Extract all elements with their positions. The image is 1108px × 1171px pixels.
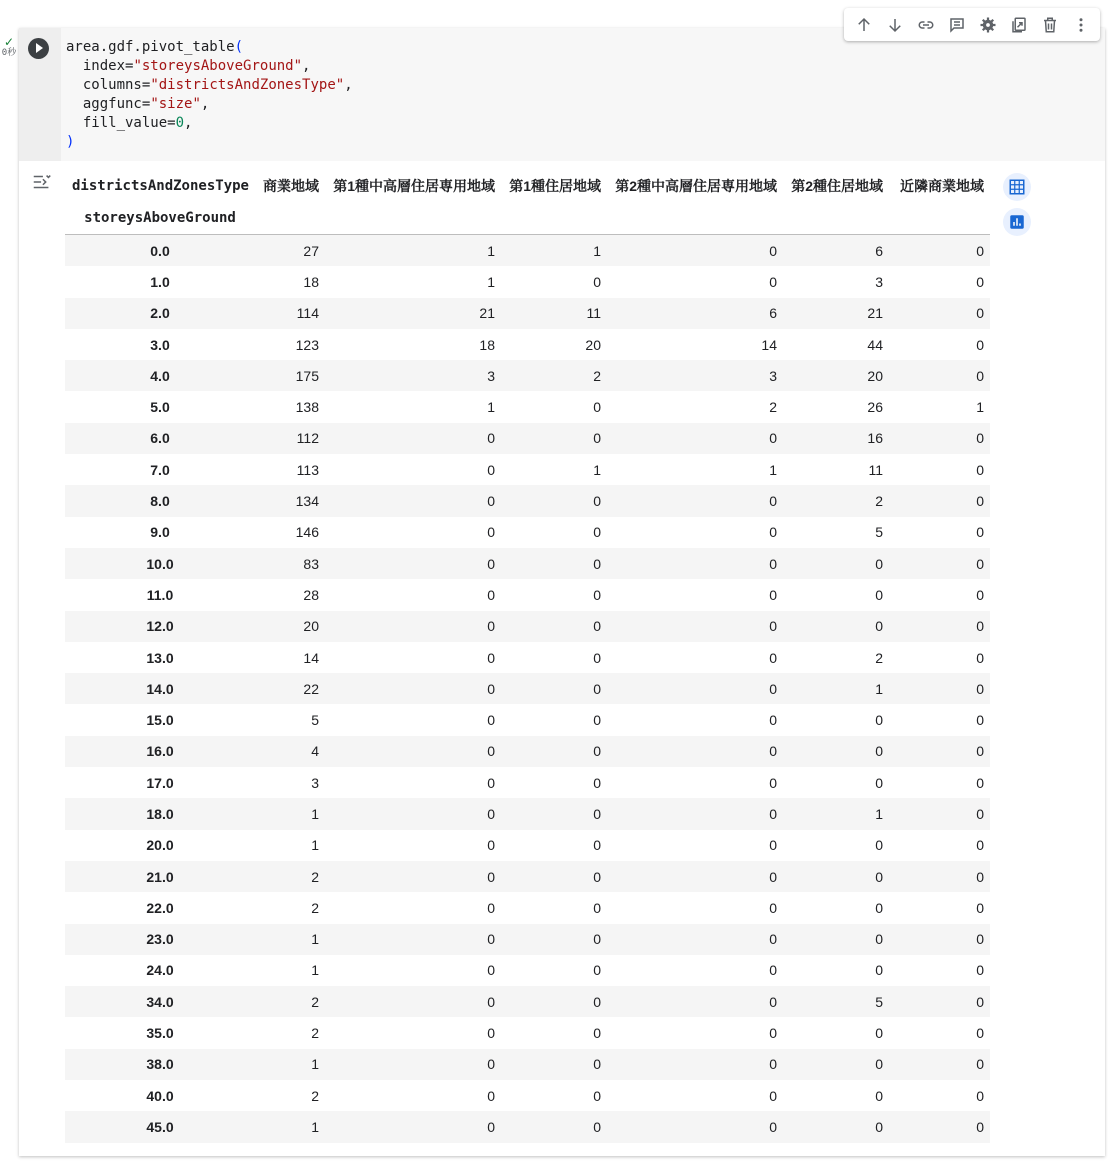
table-row [65, 1111, 990, 1142]
table-cell: 20 [867, 367, 883, 384]
table-cell: 21 [479, 305, 495, 322]
table-cell: 138 [295, 399, 319, 416]
table-cell: 0 [593, 774, 601, 791]
table-cell: 0 [875, 962, 883, 979]
table-cell: 0 [593, 743, 601, 760]
table-cell: 22 [303, 680, 319, 697]
table-cell: 5 [875, 993, 883, 1010]
table-cell: 3 [875, 273, 883, 290]
table-cell: 2 [311, 1025, 319, 1042]
table-cell: 0 [769, 899, 777, 916]
success-check-icon: ✓ [3, 35, 15, 49]
table-cell: 27 [303, 242, 319, 259]
cell-gutter [19, 28, 61, 161]
column-header: 商業地域 [263, 178, 319, 194]
table-row [65, 235, 990, 267]
table-cell: 0 [769, 962, 777, 979]
row-index: 21.0 [146, 868, 174, 885]
table-cell: 0 [976, 805, 984, 822]
table-cell: 0 [976, 962, 984, 979]
table-row [65, 1080, 990, 1111]
code-arg-key: columns [82, 77, 142, 93]
table-cell: 1 [311, 837, 319, 854]
table-cell: 0 [487, 868, 495, 885]
index-name-header: storeysAboveGround [84, 210, 236, 226]
table-cell: 0 [593, 399, 601, 416]
cell-toolbar [844, 8, 1100, 41]
table-cell: 2 [769, 399, 777, 416]
execution-status [0, 36, 18, 58]
empty-header [889, 202, 990, 235]
table-cell: 2 [311, 1087, 319, 1104]
run-cell-button[interactable] [28, 38, 49, 59]
suggest-charts-icon [1008, 213, 1026, 231]
code-close-paren: ) [66, 134, 75, 150]
table-cell: 0 [976, 680, 984, 697]
table-cell: 0 [593, 430, 601, 447]
row-index: 40.0 [146, 1087, 174, 1104]
suggest-charts-button[interactable] [1003, 208, 1031, 236]
code-text[interactable]: area.gdf.pivot_table( index="storeysAboveGround", columns="districtsAndZonesType", aggfunc="size", fill_value=0, ) [66, 39, 353, 150]
empty-header [783, 202, 889, 235]
table-cell: 0 [769, 993, 777, 1010]
code-arg-key: index [82, 58, 126, 74]
row-index: 18.0 [146, 805, 174, 822]
table-cell: 0 [593, 1118, 601, 1135]
table-cell: 2 [311, 993, 319, 1010]
table-cell: 0 [769, 680, 777, 697]
table-row [65, 798, 990, 829]
table-row [65, 1017, 990, 1048]
table-cell: 0 [487, 493, 495, 510]
table-cell: 0 [487, 712, 495, 729]
table-cell: 0 [875, 586, 883, 603]
table-cell: 0 [593, 931, 601, 948]
table-cell: 2 [311, 868, 319, 885]
table-row [65, 579, 990, 610]
empty-header [607, 202, 783, 235]
table-row [65, 360, 990, 391]
table-cell: 0 [875, 1025, 883, 1042]
row-index: 1.0 [150, 273, 170, 290]
table-cell: 0 [769, 555, 777, 572]
table-row [65, 892, 990, 923]
table-cell: 0 [769, 743, 777, 760]
table-cell: 0 [769, 493, 777, 510]
table-cell: 0 [769, 837, 777, 854]
table-cell: 0 [976, 461, 984, 478]
table-cell: 0 [769, 931, 777, 948]
table-cell: 0 [487, 680, 495, 697]
row-index: 7.0 [150, 461, 170, 478]
code-arg-key: fill_value [82, 115, 168, 131]
table-cell: 0 [976, 899, 984, 916]
row-index: 20.0 [146, 837, 174, 854]
table-row [65, 642, 990, 673]
table-cell: 0 [875, 868, 883, 885]
table-cell: 146 [295, 524, 319, 541]
column-header: 第2種住居地域 [791, 178, 883, 194]
row-index: 5.0 [150, 399, 170, 416]
table-cell: 0 [769, 1056, 777, 1073]
empty-header [501, 202, 607, 235]
table-row [65, 485, 990, 516]
table-row [65, 704, 990, 735]
table-cell: 0 [875, 618, 883, 635]
more-icon [1072, 16, 1090, 34]
table-cell: 1 [311, 1118, 319, 1135]
table-cell: 14 [761, 336, 777, 353]
table-cell: 2 [311, 899, 319, 916]
row-index: 23.0 [146, 931, 174, 948]
empty-header [325, 202, 501, 235]
table-cell: 0 [769, 430, 777, 447]
table-cell: 0 [875, 899, 883, 916]
table-header-row [65, 170, 990, 202]
table-cell: 0 [769, 524, 777, 541]
table-cell: 0 [976, 555, 984, 572]
row-index: 38.0 [146, 1056, 174, 1073]
index-header-row [65, 202, 990, 235]
table-cell: 0 [875, 743, 883, 760]
table-cell: 28 [303, 586, 319, 603]
table-cell: 0 [487, 805, 495, 822]
table-cell: 114 [296, 305, 319, 322]
table-cell: 0 [487, 837, 495, 854]
table-cell: 1 [593, 461, 601, 478]
table-cell: 0 [593, 586, 601, 603]
table-cell: 44 [867, 336, 883, 353]
table-cell: 0 [769, 273, 777, 290]
table-cell: 0 [769, 712, 777, 729]
table-row [65, 830, 990, 861]
delete-cell-button[interactable] [1038, 13, 1062, 37]
table-cell: 0 [487, 461, 495, 478]
row-index: 45.0 [146, 1118, 174, 1135]
table-cell: 0 [487, 586, 495, 603]
table-cell: 0 [593, 868, 601, 885]
table-cell: 0 [487, 743, 495, 760]
table-cell: 21 [867, 305, 883, 322]
table-cell: 20 [585, 336, 601, 353]
table-cell: 0 [769, 868, 777, 885]
copy-link-button[interactable] [914, 13, 938, 37]
execution-time: 0秒 [1, 48, 17, 58]
table-cell: 3 [487, 367, 495, 384]
table-cell: 0 [487, 555, 495, 572]
table-row [65, 736, 990, 767]
row-index: 11.0 [146, 586, 174, 603]
table-cell: 0 [769, 805, 777, 822]
table-cell: 0 [875, 1087, 883, 1104]
table-row [65, 329, 990, 360]
table-cell: 0 [487, 1118, 495, 1135]
table-cell: 0 [976, 837, 984, 854]
table-cell: 1 [311, 962, 319, 979]
table-cell: 0 [593, 712, 601, 729]
table-cell: 0 [593, 993, 601, 1010]
empty-header [255, 202, 325, 235]
row-index: 34.0 [146, 993, 174, 1010]
more-actions-button[interactable] [1069, 13, 1093, 37]
row-index: 16.0 [146, 743, 174, 760]
table-cell: 0 [976, 305, 984, 322]
code-call: area.gdf.pivot_table [66, 39, 235, 55]
table-cell: 0 [976, 1056, 984, 1073]
table-cell: 1 [769, 461, 777, 478]
table-cell: 1 [487, 242, 495, 259]
table-cell: 0 [487, 1025, 495, 1042]
row-index: 2.0 [150, 305, 170, 322]
table-cell: 0 [976, 993, 984, 1010]
row-index: 8.0 [150, 493, 170, 510]
table-cell: 3 [769, 367, 777, 384]
table-cell: 11 [586, 305, 601, 322]
settings-icon [979, 16, 997, 34]
code-editor[interactable] [19, 28, 1105, 161]
table-row [65, 955, 990, 986]
table-row [65, 767, 990, 798]
row-index: 10.0 [146, 555, 174, 572]
code-arg-key: aggfunc [82, 96, 142, 112]
output-filter-icon [31, 171, 53, 193]
table-cell: 0 [593, 1087, 601, 1104]
table-cell: 0 [976, 273, 984, 290]
row-index: 3.0 [150, 336, 170, 353]
table-cell: 0 [976, 618, 984, 635]
row-index: 24.0 [146, 962, 174, 979]
column-header: 第2種中高層住居専用地域 [615, 178, 777, 194]
table-cell: 2 [875, 649, 883, 666]
row-index: 13.0 [146, 649, 174, 666]
table-row [65, 1049, 990, 1080]
table-cell: 0 [976, 712, 984, 729]
table-cell: 0 [875, 774, 883, 791]
table-cell: 0 [487, 962, 495, 979]
column-header: 第1種中高層住居専用地域 [333, 178, 495, 194]
row-index: 17.0 [146, 774, 174, 791]
column-header: 近隣商業地域 [900, 178, 984, 194]
table-cell: 175 [295, 367, 319, 384]
table-cell: 1 [976, 399, 984, 416]
table-cell: 1 [875, 805, 883, 822]
table-cell: 0 [487, 618, 495, 635]
convert-to-interactive-table-button[interactable] [1003, 173, 1031, 201]
table-cell: 134 [295, 493, 319, 510]
code-arg-value: "storeysAboveGround" [133, 58, 303, 74]
table-cell: 0 [976, 1118, 984, 1135]
table-cell: 26 [867, 399, 883, 416]
table-cell: 0 [769, 242, 777, 259]
table-cell: 0 [769, 1118, 777, 1135]
table-cell: 0 [976, 1087, 984, 1104]
row-index: 15.0 [146, 712, 174, 729]
table-cell: 83 [303, 555, 319, 572]
table-body [65, 235, 990, 1143]
row-index: 0.0 [150, 242, 170, 259]
table-row [65, 423, 990, 454]
row-index: 6.0 [150, 430, 170, 447]
table-cell: 0 [487, 1056, 495, 1073]
table-cell: 0 [487, 1087, 495, 1104]
table-row [65, 454, 990, 485]
table-cell: 0 [976, 493, 984, 510]
row-index: 9.0 [150, 524, 170, 541]
table-cell: 1 [487, 399, 495, 416]
table-cell: 0 [593, 899, 601, 916]
table-cell: 0 [976, 586, 984, 603]
table-cell: 0 [976, 1025, 984, 1042]
table-cell: 0 [976, 524, 984, 541]
table-cell: 0 [976, 336, 984, 353]
table-cell: 5 [875, 524, 883, 541]
table-row [65, 391, 990, 422]
table-cell: 0 [487, 649, 495, 666]
table-row [65, 924, 990, 955]
comment-icon [948, 16, 966, 34]
delete-icon [1041, 16, 1059, 34]
table-cell: 0 [769, 774, 777, 791]
table-cell: 18 [479, 336, 495, 353]
table-cell: 0 [976, 430, 984, 447]
row-index: 35.0 [146, 1025, 174, 1042]
move-down-icon [886, 16, 904, 34]
table-cell: 0 [487, 931, 495, 948]
column-header: 第1種住居地域 [509, 178, 601, 194]
table-cell: 0 [769, 586, 777, 603]
table-cell: 1 [311, 805, 319, 822]
code-arg-value: "size" [150, 96, 201, 112]
table-cell: 0 [487, 430, 495, 447]
table-cell: 0 [593, 1056, 601, 1073]
table-cell: 0 [593, 524, 601, 541]
table-cell: 1 [875, 680, 883, 697]
table-cell: 20 [303, 618, 319, 635]
cell-settings-button[interactable] [976, 13, 1000, 37]
table-row [65, 298, 990, 329]
mirror-cell-button[interactable] [1007, 13, 1031, 37]
table-cell: 2 [593, 367, 601, 384]
table-cell: 0 [487, 524, 495, 541]
table-cell: 0 [976, 931, 984, 948]
table-cell: 0 [593, 618, 601, 635]
table-cell: 18 [303, 273, 319, 290]
table-row [65, 986, 990, 1017]
table-cell: 113 [296, 461, 319, 478]
table-cell: 1 [593, 242, 601, 259]
pivot-table-output [65, 170, 990, 1143]
table-row [65, 673, 990, 704]
table-cell: 0 [487, 774, 495, 791]
table-cell: 0 [976, 242, 984, 259]
table-cell: 1 [487, 273, 495, 290]
table-cell: 14 [303, 649, 319, 666]
table-cell: 6 [875, 242, 883, 259]
table-row [65, 548, 990, 579]
table-row [65, 611, 990, 642]
table-cell: 0 [976, 774, 984, 791]
move-cell-up-button[interactable] [852, 13, 876, 37]
table-cell: 4 [311, 743, 319, 760]
link-icon [917, 16, 935, 34]
add-comment-button[interactable] [945, 13, 969, 37]
table-cell: 3 [311, 774, 319, 791]
table-cell: 1 [311, 931, 319, 948]
table-cell: 2 [875, 493, 883, 510]
table-row [65, 861, 990, 892]
table-row [65, 517, 990, 548]
row-index: 4.0 [150, 367, 170, 384]
code-arg-value: "districtsAndZonesType" [150, 77, 345, 93]
table-cell: 0 [593, 555, 601, 572]
mirror-cell-icon [1010, 16, 1028, 34]
table-cell: 1 [311, 1056, 319, 1073]
convert-to-interactive-table-icon [1008, 178, 1026, 196]
table-cell: 0 [769, 618, 777, 635]
table-cell: 0 [593, 649, 601, 666]
table-cell: 0 [593, 962, 601, 979]
table-cell: 5 [311, 712, 319, 729]
columns-name-header: districtsAndZonesType [71, 178, 249, 194]
table-cell: 0 [976, 868, 984, 885]
table-cell: 123 [295, 336, 319, 353]
table-cell: 11 [868, 461, 883, 478]
table-cell: 0 [769, 649, 777, 666]
table-cell: 0 [875, 1118, 883, 1135]
table-cell: 0 [875, 1056, 883, 1073]
row-index: 12.0 [146, 618, 174, 635]
table-cell: 0 [875, 712, 883, 729]
code-arg-value: 0 [175, 115, 185, 131]
table-cell: 0 [487, 993, 495, 1010]
table-cell: 0 [976, 649, 984, 666]
table-cell: 0 [487, 899, 495, 916]
move-cell-down-button[interactable] [883, 13, 907, 37]
table-cell: 0 [593, 837, 601, 854]
table-cell: 0 [769, 1087, 777, 1104]
table-cell: 6 [769, 305, 777, 322]
table-cell: 0 [875, 931, 883, 948]
table-cell: 0 [769, 1025, 777, 1042]
row-index: 14.0 [146, 680, 174, 697]
table-cell: 16 [867, 430, 883, 447]
table-cell: 112 [296, 430, 319, 447]
table-cell: 0 [976, 743, 984, 760]
move-up-icon [855, 16, 873, 34]
table-cell: 0 [593, 680, 601, 697]
table-cell: 0 [593, 1025, 601, 1042]
table-cell: 0 [593, 805, 601, 822]
code-open-paren: ( [234, 39, 244, 55]
table-cell: 0 [593, 273, 601, 290]
table-cell: 0 [593, 493, 601, 510]
row-index: 22.0 [146, 899, 174, 916]
table-cell: 0 [976, 367, 984, 384]
table-row [65, 266, 990, 297]
table-cell: 0 [875, 555, 883, 572]
table-cell: 0 [875, 837, 883, 854]
